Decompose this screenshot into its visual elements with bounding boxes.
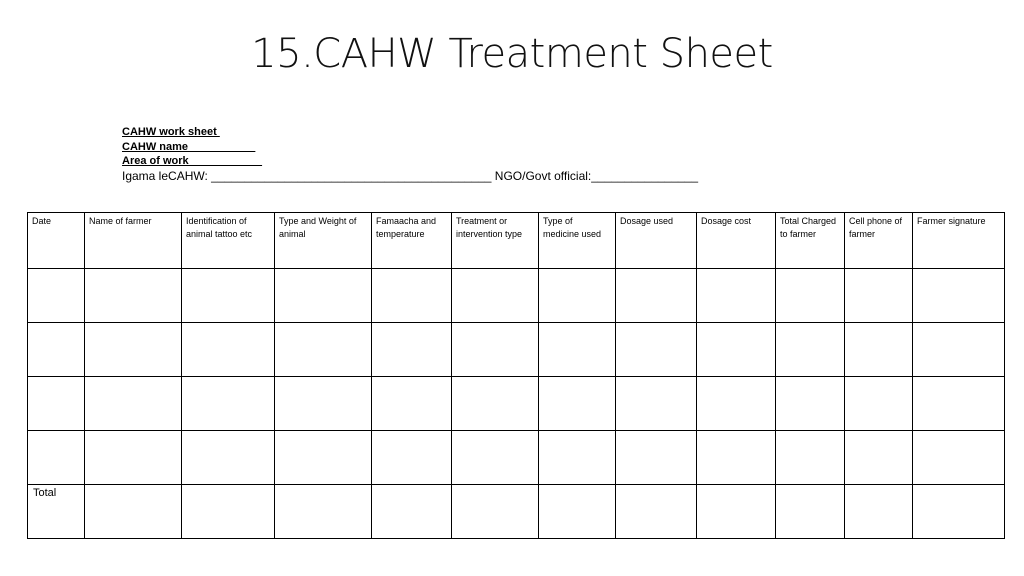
table-cell[interactable] — [913, 377, 1005, 431]
table-cell[interactable] — [182, 485, 275, 539]
total-label: Total — [33, 487, 57, 499]
table-cell[interactable] — [28, 269, 85, 323]
table-cell[interactable] — [182, 323, 275, 377]
table-cell[interactable] — [616, 269, 697, 323]
table-cell[interactable] — [85, 485, 182, 539]
table-cell[interactable] — [697, 431, 776, 485]
table-cell[interactable] — [697, 377, 776, 431]
column-header-medicine-type: Type of medicine used — [539, 213, 616, 269]
table-cell[interactable] — [539, 323, 616, 377]
column-header-identification: Identification of animal tattoo etc — [182, 213, 275, 269]
table-cell[interactable] — [913, 269, 1005, 323]
column-header-total-charged: Total Charged to farmer — [776, 213, 845, 269]
table-cell[interactable] — [539, 431, 616, 485]
table-cell[interactable] — [28, 323, 85, 377]
table-cell[interactable] — [616, 485, 697, 539]
table-cell[interactable] — [913, 323, 1005, 377]
table-cell[interactable] — [372, 485, 452, 539]
table-row — [28, 377, 1005, 431]
table-cell[interactable] — [845, 377, 913, 431]
table-cell[interactable] — [275, 485, 372, 539]
table-cell[interactable] — [372, 323, 452, 377]
column-header-famaacha-temperature: Famaacha and temperature — [372, 213, 452, 269]
table-cell[interactable] — [182, 377, 275, 431]
table-cell[interactable] — [539, 485, 616, 539]
page-title: 15.CAHW Treatment Sheet — [251, 31, 773, 77]
table-cell[interactable] — [275, 323, 372, 377]
table-cell[interactable] — [697, 269, 776, 323]
table-cell[interactable] — [372, 431, 452, 485]
total-row — [28, 485, 1005, 539]
signature-line: Igama leCAHW: __________________________________________ NGO/Govt official:________________ — [122, 168, 699, 183]
table-cell[interactable] — [913, 485, 1005, 539]
table-cell[interactable] — [697, 323, 776, 377]
table-row — [28, 431, 1005, 485]
table-cell[interactable] — [616, 377, 697, 431]
table-cell[interactable] — [452, 431, 539, 485]
table-cell[interactable] — [776, 269, 845, 323]
table-cell[interactable] — [275, 377, 372, 431]
column-header-farmer-signature: Farmer signature — [913, 213, 1005, 269]
table-cell[interactable] — [28, 377, 85, 431]
column-header-cell-phone: Cell phone of farmer — [845, 213, 913, 269]
table-cell[interactable] — [539, 377, 616, 431]
table-cell[interactable] — [913, 431, 1005, 485]
table-cell[interactable] — [616, 431, 697, 485]
table-cell[interactable] — [182, 269, 275, 323]
table-cell[interactable] — [85, 269, 182, 323]
worksheet-header — [122, 125, 698, 183]
table-cell[interactable] — [452, 485, 539, 539]
table-cell[interactable] — [776, 431, 845, 485]
table-cell[interactable] — [85, 431, 182, 485]
area-of-work-field: Area of work____________ — [122, 155, 263, 167]
table-cell[interactable] — [452, 377, 539, 431]
table-cell[interactable] — [845, 323, 913, 377]
table-cell[interactable] — [182, 431, 275, 485]
table-cell[interactable] — [616, 323, 697, 377]
table-cell[interactable] — [845, 485, 913, 539]
table-cell[interactable] — [275, 431, 372, 485]
table-header-row — [28, 213, 1005, 269]
table-row — [28, 269, 1005, 323]
table-cell[interactable] — [85, 377, 182, 431]
table-cell[interactable] — [776, 485, 845, 539]
column-header-dosage-used: Dosage used — [616, 213, 697, 269]
column-header-farmer-name: Name of farmer — [85, 213, 182, 269]
cahw-name-field: CAHW name___________ — [122, 140, 256, 153]
table-cell[interactable] — [776, 323, 845, 377]
table-cell[interactable] — [372, 377, 452, 431]
table-cell[interactable] — [372, 269, 452, 323]
column-header-treatment-type: Treatment or intervention type — [452, 213, 539, 269]
table-cell[interactable] — [452, 323, 539, 377]
column-header-animal-type-weight: Type and Weight of animal — [275, 213, 372, 269]
table-cell[interactable] — [85, 323, 182, 377]
table-cell[interactable] — [452, 269, 539, 323]
column-header-dosage-cost: Dosage cost — [697, 213, 776, 269]
table-cell[interactable] — [539, 269, 616, 323]
table-cell[interactable] — [697, 485, 776, 539]
table-row — [28, 323, 1005, 377]
table-cell[interactable] — [275, 269, 372, 323]
table-cell[interactable] — [28, 431, 85, 485]
total-cell — [28, 485, 85, 539]
table-cell[interactable] — [845, 431, 913, 485]
table-cell[interactable] — [776, 377, 845, 431]
column-header-date: Date — [28, 213, 85, 269]
worksheet-label: CAHW work sheet — [122, 126, 220, 138]
table-cell[interactable] — [845, 269, 913, 323]
treatment-table — [27, 212, 1005, 539]
